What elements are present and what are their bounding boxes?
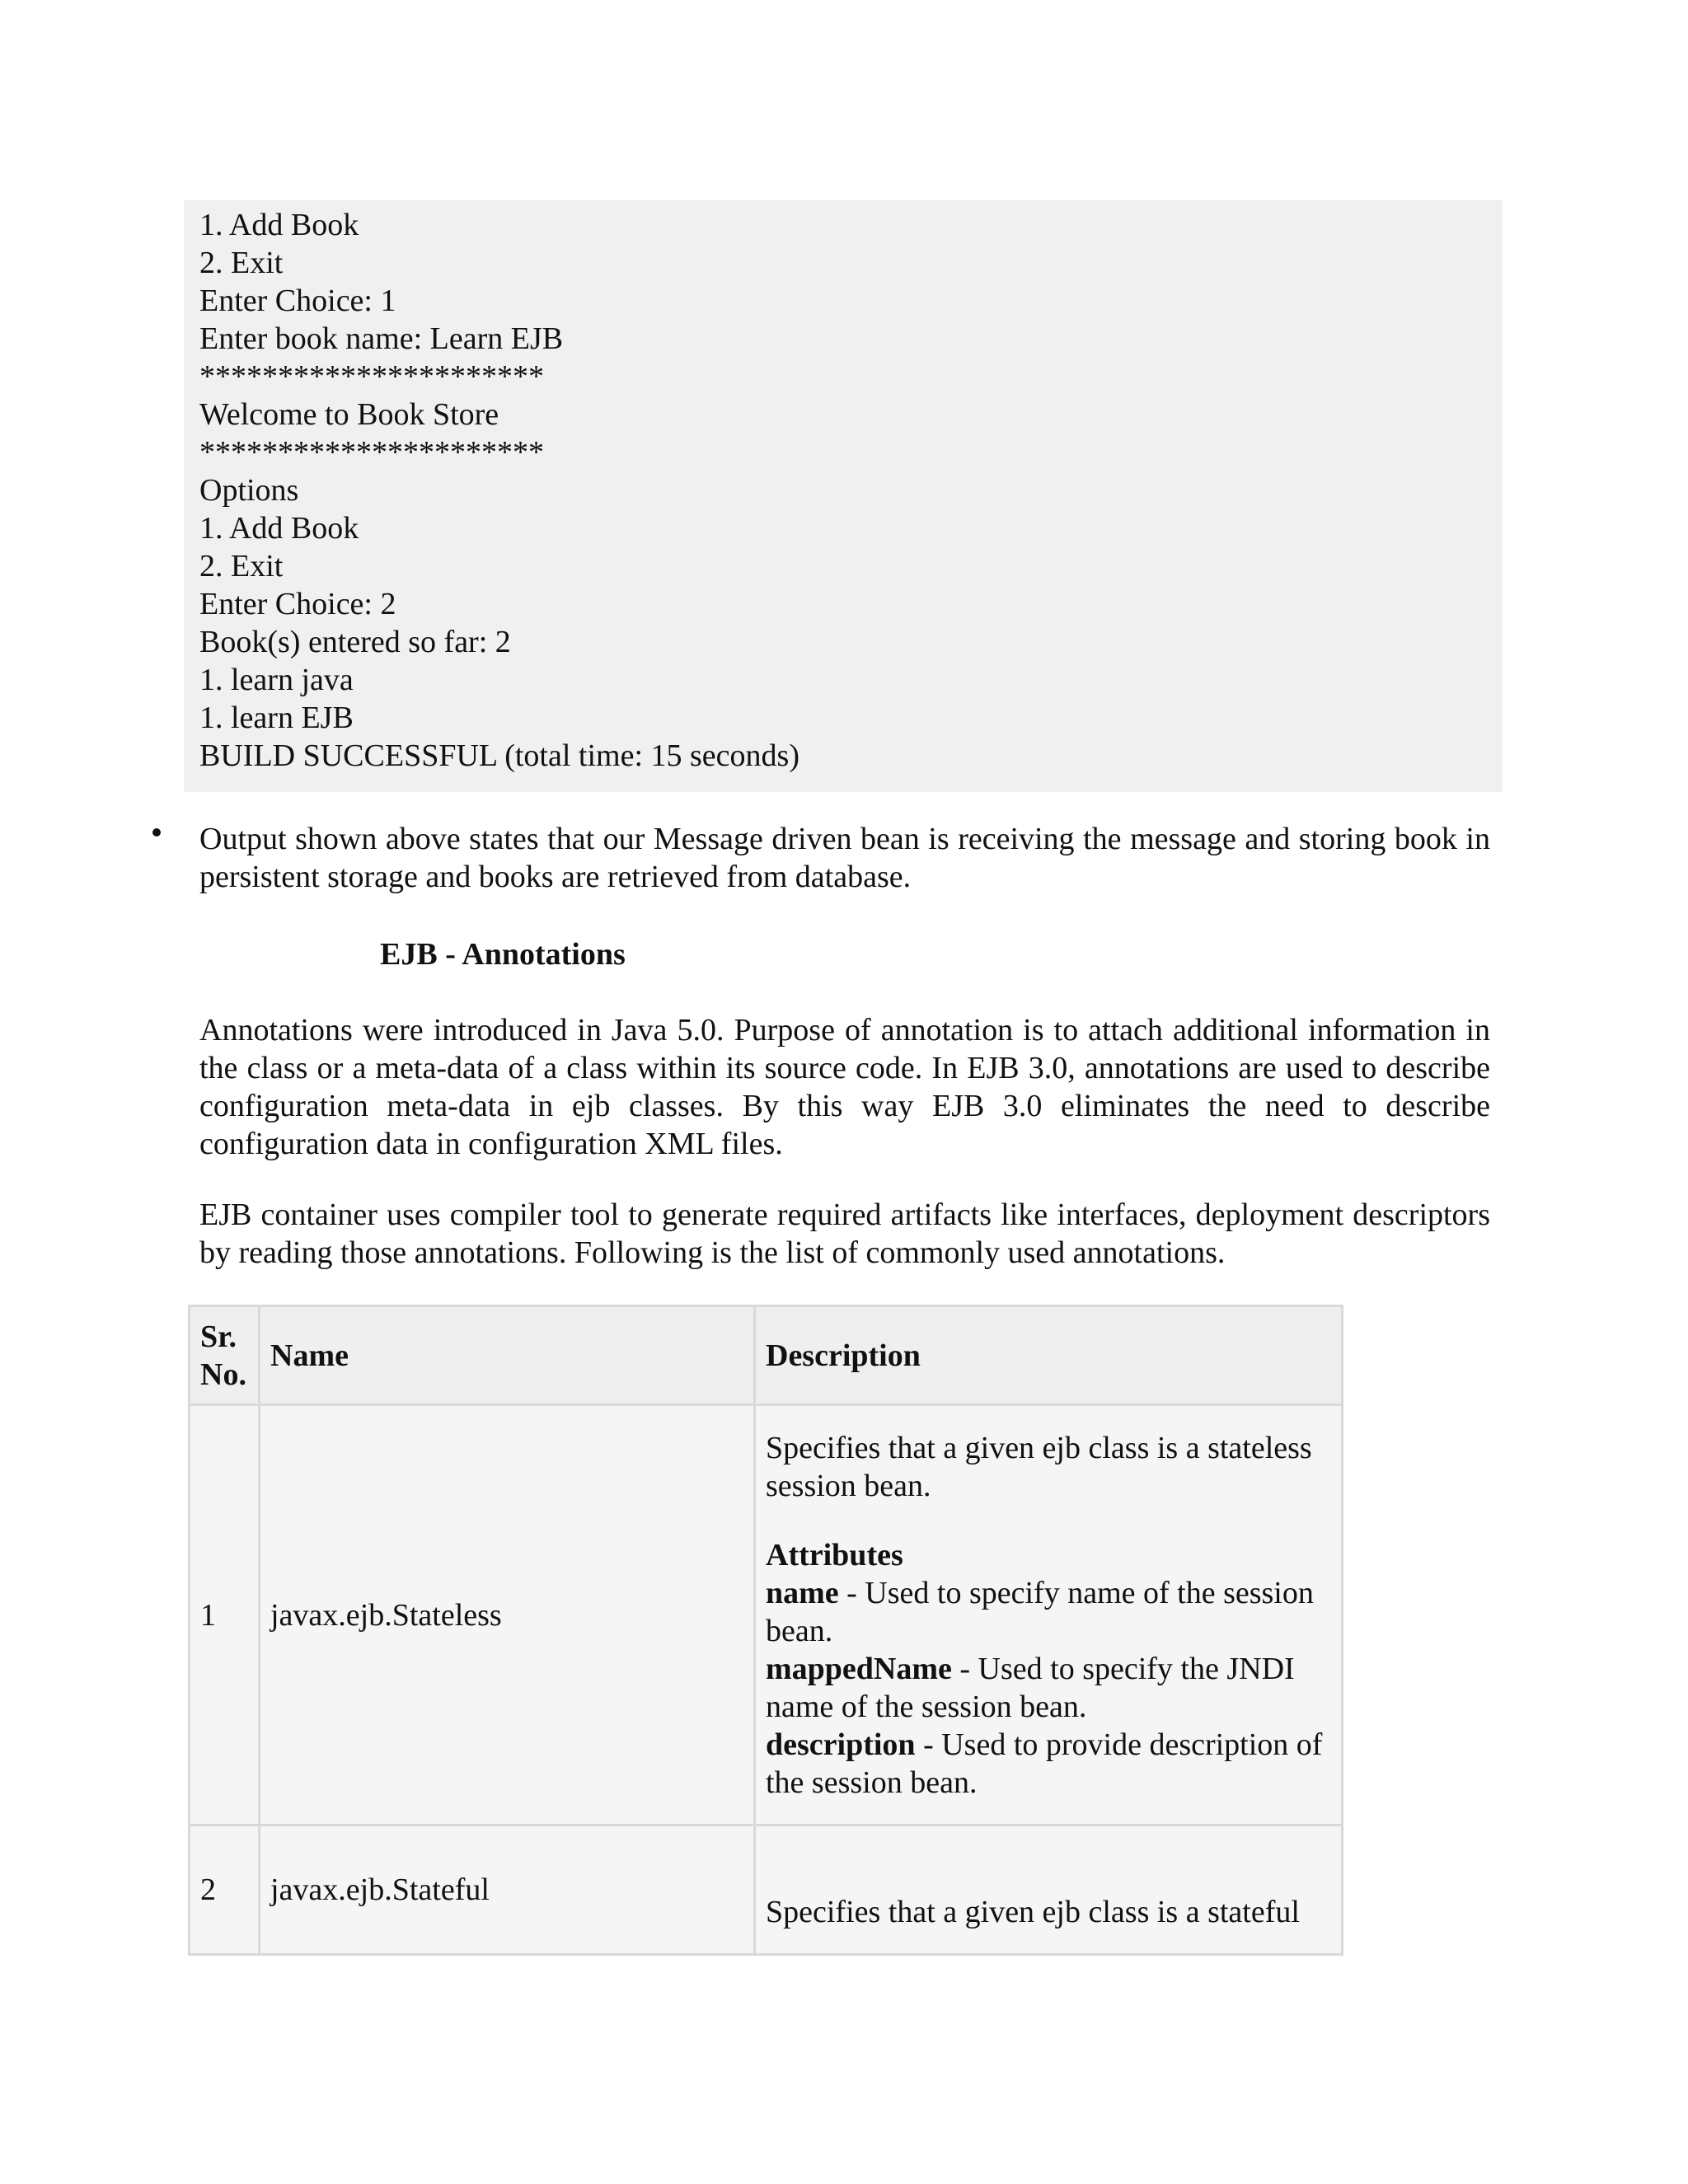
console-line: Enter book name: Learn EJB (199, 321, 564, 356)
attribute-item: name - Used to specify name of the session bean. (766, 1575, 1314, 1648)
console-line: Book(s) entered so far: 2 (199, 625, 511, 659)
header-description: Description (755, 1306, 1343, 1405)
console-output-block (184, 200, 1503, 792)
console-line: 1. learn java (199, 663, 354, 697)
attribute-item: description - Used to provide description of the session bean. (766, 1727, 1323, 1800)
console-line: 2. Exit (199, 549, 284, 583)
bullet-icon (152, 828, 161, 837)
console-line: BUILD SUCCESSFUL (total time: 15 seconds) (199, 738, 799, 773)
console-line: 1. Add Book (199, 208, 359, 242)
intro-paragraph: Annotations were introduced in Java 5.0. Purpose of annotation is to attach additional information in the class or a meta-data of a class within its source code. In EJB 3.0, annotations are used to describe configuration meta-data in ejb classes. By this way EJB 3.0 eliminates the need to describe configuration data in configuration XML files. (199, 1013, 1490, 1161)
table-row (190, 1405, 1343, 1825)
header-name: Name (260, 1306, 755, 1405)
table-header-row (190, 1306, 1343, 1405)
cell-description (755, 1405, 1343, 1825)
container-paragraph: EJB container uses compiler tool to generate required artifacts like interfaces, deployment descriptors by reading those annotations. Following is the list of commonly used annotations. (199, 1197, 1490, 1270)
cell-name: javax.ejb.Stateless (260, 1405, 755, 1825)
console-line: ********************** (199, 359, 544, 394)
table-row (190, 1825, 1343, 1955)
attributes-title: Attributes (766, 1537, 903, 1572)
console-line: Welcome to Book Store (199, 397, 499, 432)
annotations-table (188, 1305, 1343, 1956)
cell-sr: 2 (190, 1825, 260, 1955)
attribute-item: mappedName - Used to specify the JNDI name of the session bean. (766, 1651, 1295, 1724)
console-line: 1. Add Book (199, 511, 359, 546)
cell-sr: 1 (190, 1405, 260, 1825)
console-line: Enter Choice: 1 (199, 284, 396, 318)
description-summary: Specifies that a given ejb class is a stateless session bean. (766, 1430, 1312, 1503)
console-line: ********************** (199, 435, 544, 470)
console-line: Enter Choice: 2 (199, 587, 396, 621)
section-heading: EJB - Annotations (380, 937, 626, 972)
console-line: 2. Exit (199, 246, 284, 280)
cell-description: Specifies that a given ejb class is a stateful (755, 1825, 1343, 1955)
console-line: 1. learn EJB (199, 701, 354, 735)
console-line: Options (199, 473, 299, 508)
bullet-paragraph: Output shown above states that our Message driven bean is receiving the message and storing book in persistent storage and books are retrieved from database. (199, 822, 1490, 894)
cell-name: javax.ejb.Stateful (260, 1825, 755, 1955)
header-sr-no: Sr. No. (190, 1306, 260, 1405)
